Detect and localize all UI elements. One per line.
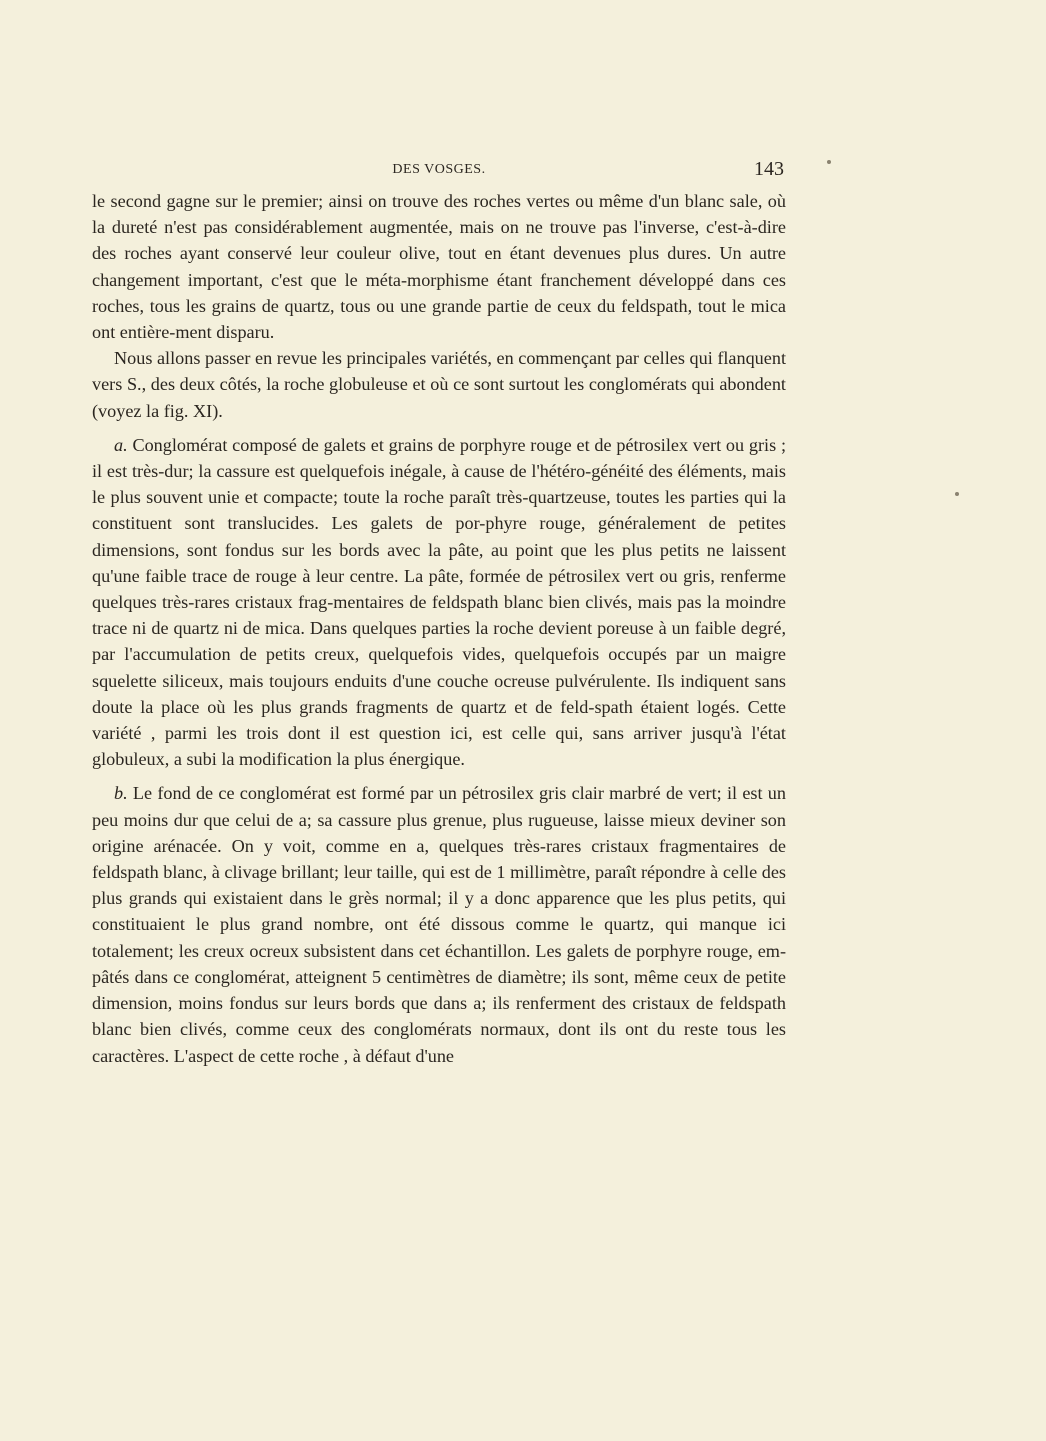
paragraph-text: Conglomérat composé de galets et grains de porphyre rouge et de pétrosilex vert ou gris ; il est très-dur; la cassure est quelquefois inégale, à cause de l'hétéro-généité des éléments, mais le plus souvent unie et compacte; toute la roche paraît très-quartzeuse, toutes les parties qui la constituent sont translucides. Les galets de por-phyre rouge, généralement de petites dimensions, sont fondus sur les bords avec la pâte, au point que les plus petits ne laissent qu'une faible trace de rouge à leur centre. La pâte, formée de pétrosilex vert ou gris, renferme quelques très-rares cristaux frag-mentaires de feldspath blanc bien clivés, mais pas la moindre trace ni de quartz ni de mica. Dans quelques parties la roche devient poreuse à un faible degré, par l'accumulation de petits creux, quelquefois vides, quelquefois occupés par un maigre squelette siliceux, mais toujours enduits d'une couche ocreuse pulvérulente. Ils indiquent sans doute la place où les plus grands fragments de quartz et de feld-spath étaient logés. Cette variété , parmi les trois dont il est question ici, est celle qui, sans arriver jusqu'à l'état globuleux, a subi la modification la plus énergique. [92,434,786,770]
paragraph-text: Nous allons passer en revue les principales variétés, en commençant par celles qui flanquent vers S., des deux côtés, la roche globuleuse et où ce sont surtout les conglomérats qui abondent (voyez la fig. XI). [92,348,786,421]
page-number: 143 [754,158,784,180]
paragraph-continuation [92,188,786,345]
item-letter: b. [114,783,128,804]
paper-speck [827,160,831,164]
running-header [92,158,786,188]
item-letter: a. [114,434,128,455]
paper-speck [955,492,959,496]
paragraph-variety-b [92,780,786,1068]
paragraph-text: Le fond de ce conglomérat est formé par un pétrosilex gris clair marbré de vert; il est un peu moins dur que celui de a; sa cassure plus grenue, plus rugueuse, laisse mieux deviner son origine arénacée. On y voit, comme en a, quelques très-rares cristaux fragmentaires de feldspath blanc, à clivage brillant; leur taille, qui est de 1 millimètre, paraît répondre à celle des plus grands qui existaient dans le grès normal; il y a donc apparence que les plus petits, qui constituaient le plus grand nombre, ont été dissous comme le quartz, qui manque ici totalement; les creux ocreux subsistent dans cet échantillon. Les galets de porphyre rouge, em-pâtés dans ce conglomérat, atteignent 5 centimètres de diamètre; ils sont, même ceux de petite dimension, moins fondus sur leurs bords que dans a; ils renferment des cristaux de feldspath blanc bien clivés, comme ceux des conglomérats normaux, dont ils ont du reste tous les caractères. L'aspect de cette roche , à défaut d'une [92,783,786,1066]
paragraph-intro-varieties [92,345,786,424]
page-content [92,158,786,1069]
running-title: DES VOSGES. [392,162,486,177]
paragraph-text: le second gagne sur le premier; ainsi on trouve des roches vertes ou même d'un blanc sale, où la dureté n'est pas considérablement augmentée, mais on ne trouve pas l'inverse, c'est-à-dire des roches ayant conservé leur couleur olive, tout en étant devenues plus dures. Un autre changement important, c'est que le méta-morphisme étant franchement développé dans ces roches, tous les grains de quartz, tous ou une grande partie de ceux du feldspath, tout le mica ont entière-ment disparu. [92,191,786,343]
body-text [92,188,786,1069]
paragraph-variety-a [92,432,786,773]
